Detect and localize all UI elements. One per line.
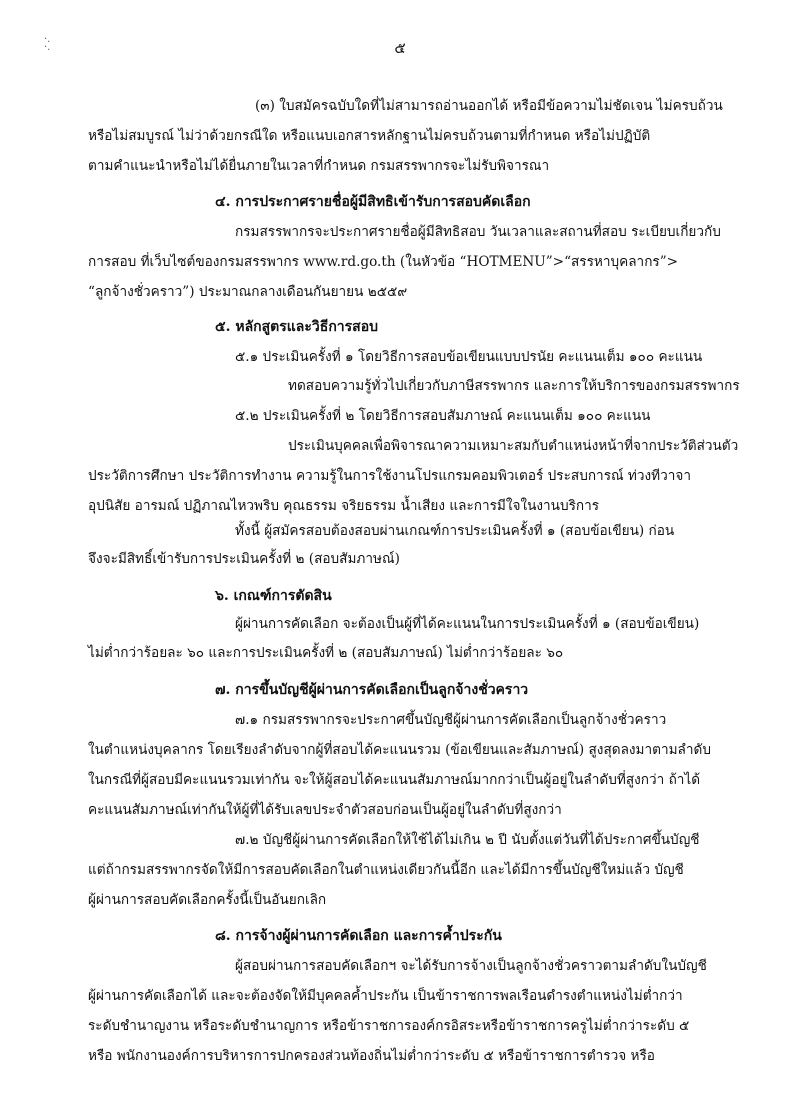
paragraph-line: กรมสรรพากรจะประกาศรายชื่อผู้มีสิทธิสอบ วันเวลาและสถานที่สอบ ระเบียบเกี่ยวกับ — [235, 224, 721, 240]
paragraph-line: อุปนิสัย อารมณ์ ปฏิภาณไหวพริบ คุณธรรม จริยธรรม น้ำเสียง และการมีใจในงานบริการ — [88, 498, 600, 514]
paragraph-line: จึงจะมีสิทธิ์เข้ารับการประเมินครั้งที่ ๒ (สอบสัมภาษณ์) — [88, 551, 400, 567]
paragraph-line: ๗.๒ บัญชีผู้ผ่านการคัดเลือกให้ใช้ได้ไม่เกิน ๒ ปี นับตั้งแต่วันที่ได้ประกาศขึ้นบัญชี — [235, 832, 700, 848]
paragraph-line: ผู้ผ่านการสอบคัดเลือกครั้งนี้เป็นอันยกเลิก — [88, 892, 327, 908]
section-heading-7: ๗. การขึ้นบัญชีผู้ผ่านการคัดเลือกเป็นลูกจ้างชั่วคราว — [215, 682, 529, 698]
section-heading-5: ๕. หลักสูตรและวิธีการสอบ — [215, 319, 379, 335]
paragraph-line: การสอบ ที่เว็บไซต์ของกรมสรรพากร www.rd.go.th (ในหัวข้อ “HOTMENU”>“สรรหาบุคลากร”> — [88, 254, 679, 270]
paragraph-line: ทดสอบความรู้ทั่วไปเกี่ยวกับภาษีสรรพากร และการให้บริการของกรมสรรพากร — [288, 378, 740, 394]
paragraph-line: คะแนนสัมภาษณ์เท่ากันให้ผู้ที่ได้รับเลขประจำตัวสอบก่อนเป็นผู้อยู่ในลำดับที่สูงกว่า — [88, 802, 562, 818]
paragraph-line: แต่ถ้ากรมสรรพากรจัดให้มีการสอบคัดเลือกในตำแหน่งเดียวกันนี้อีก และได้มีการขึ้นบัญชีใหม่แล้ว บัญชี — [88, 862, 684, 878]
paragraph-line: “ลูกจ้างชั่วคราว”) ประมาณกลางเดือนกันยายน ๒๕๕๙ — [88, 284, 408, 300]
paragraph-line: หรือ พนักงานองค์การบริหารการปกครองส่วนท้องถิ่นไม่ต่ำกว่าระดับ ๕ หรือข้าราชการตำรวจ หรือ — [88, 1048, 655, 1064]
section-heading-8: ๘. การจ้างผู้ผ่านการคัดเลือก และการค้ำประกัน — [215, 928, 502, 944]
paragraph-line: ในกรณีที่ผู้สอบมีคะแนนรวมเท่ากัน จะให้ผู้สอบได้คะแนนสัมภาษณ์มากกว่าเป็นผู้อยู่ในลำดับที่สูงกว่า ถ้าได้ — [88, 772, 701, 788]
paragraph-line: ประวัติการศึกษา ประวัติการทำงาน ความรู้ในการใช้งานโปรแกรมคอมพิวเตอร์ ประสบการณ์ ท่วงทีวาจา — [88, 468, 691, 484]
paragraph-line: ๕.๑ ประเมินครั้งที่ ๑ โดยวิธีการสอบข้อเขียนแบบปรนัย คะแนนเต็ม ๑๐๐ คะแนน — [235, 349, 703, 365]
paragraph-line: (๓) ใบสมัครฉบับใดที่ไม่สามารถอ่านออกได้ หรือมีข้อความไม่ชัดเจน ไม่ครบถ้วน — [255, 98, 723, 114]
paragraph-line: ประเมินบุคคลเพื่อพิจารณาความเหมาะสมกับตำแหน่งหน้าที่จากประวัติส่วนตัว — [288, 438, 739, 454]
section-heading-6: ๖. เกณฑ์การตัดสิน — [215, 588, 332, 604]
paragraph-line: ระดับชำนาญงาน หรือระดับชำนาญการ หรือข้าราชการองค์กรอิสระหรือข้าราชการครูไม่ต่ำกว่าระดับ ๕ — [88, 1018, 690, 1034]
paragraph-line: ผู้ผ่านการคัดเลือก จะต้องเป็นผู้ที่ได้คะแนนในการประเมินครั้งที่ ๑ (สอบข้อเขียน) — [235, 616, 700, 632]
paragraph-line: ไม่ต่ำกว่าร้อยละ ๖๐ และการประเมินครั้งที่ ๒ (สอบสัมภาษณ์) ไม่ต่ำกว่าร้อยละ ๖๐ — [88, 645, 564, 661]
page-number: ๕ — [394, 39, 406, 57]
paragraph-line: ๗.๑ กรมสรรพากรจะประกาศขึ้นบัญชีผู้ผ่านการคัดเลือกเป็นลูกจ้างชั่วคราว — [235, 712, 667, 728]
paragraph-line: ทั้งนี้ ผู้สมัครสอบต้องสอบผ่านเกณฑ์การประเมินครั้งที่ ๑ (สอบข้อเขียน) ก่อน — [235, 523, 675, 539]
paragraph-line: ในตำแหน่งบุคลากร โดยเรียงลำดับจากผู้ที่สอบได้คะแนนรวม (ข้อเขียนและสัมภาษณ์) สูงสุดลงมาตามลำดับ — [88, 742, 711, 758]
paragraph-line: ๕.๒ ประเมินครั้งที่ ๒ โดยวิธีการสอบสัมภาษณ์ คะแนนเต็ม ๑๐๐ คะแนน — [235, 408, 651, 424]
paragraph-line: ผู้สอบผ่านการสอบคัดเลือกฯ จะได้รับการจ้างเป็นลูกจ้างชั่วคราวตามลำดับในบัญชี — [235, 958, 707, 974]
scan-specks: ·. ·. — [44, 34, 51, 53]
paragraph-line: ตามคำแนะนำหรือไม่ได้ยื่นภายในเวลาที่กำหนด กรมสรรพากรจะไม่รับพิจารณา — [88, 158, 550, 174]
paragraph-line: หรือไม่สมบูรณ์ ไม่ว่าด้วยกรณีใด หรือแนบเอกสารหลักฐานไม่ครบถ้วนตามที่กำหนด หรือไม่ปฏิบัติ — [88, 128, 651, 144]
paragraph-line: ผู้ผ่านการคัดเลือกได้ และจะต้องจัดให้มีบุคคลค้ำประกัน เป็นข้าราชการพลเรือนดำรงตำแหน่งไม่ต่ำกว่า — [88, 988, 683, 1004]
section-heading-4: ๔. การประกาศรายชื่อผู้มีสิทธิเข้ารับการสอบคัดเลือก — [215, 194, 531, 210]
